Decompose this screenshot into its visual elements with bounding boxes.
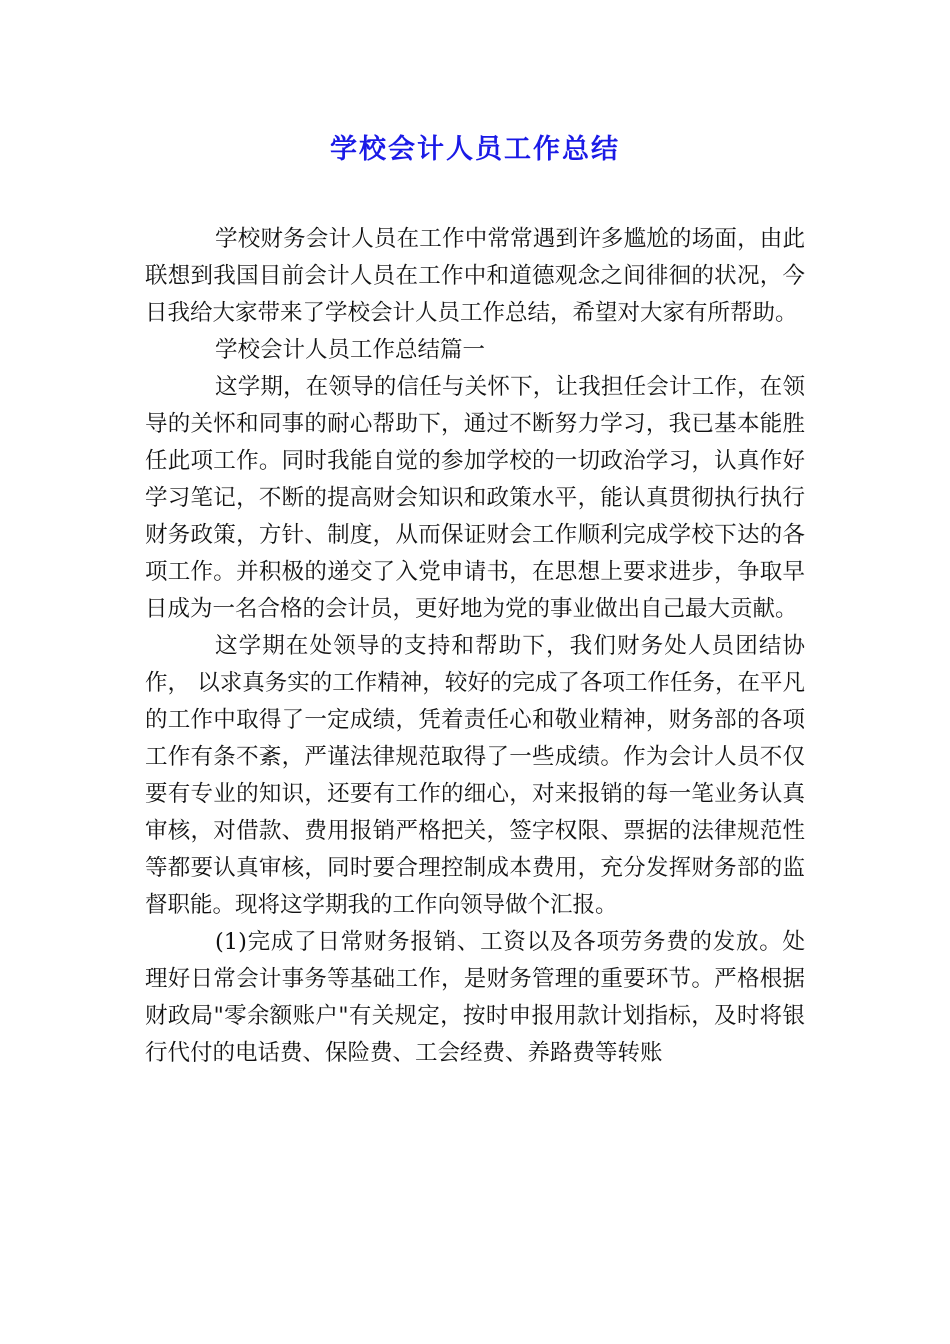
paragraph-3: (1)完成了日常财务报销、工资以及各项劳务费的发放。处理好日常会计事务等基础工作，是财务管理的重要环节。严格根据财政局"零余额账户"有关规定，按时申报用款计划指标，及时将银行代付的电话费、保险费、工会经费、养路费等转账 xyxy=(145,929,805,1066)
document-body xyxy=(145,221,805,1072)
paragraph-intro: 学校财务会计人员在工作中常常遇到许多尴尬的场面，由此联想到我国目前会计人员在工作中和道德观念之间徘徊的状况，今日我给大家带来了学校会计人员工作总结，希望对大家有所帮助。 xyxy=(145,226,805,326)
paragraph-1: 这学期，在领导的信任与关怀下，让我担任会计工作，在领导的关怀和同事的耐心帮助下，通过不断努力学习，我已基本能胜任此项工作。同时我能自觉的参加学校的一切政治学习，认真作好学习笔记，不断的提高财会知识和政策水平，能认真贯彻执行执行财务政策，方针、制度，从而保证财会工作顺利完成学校下达的各项工作。并积极的递交了入党申请书，在思想上要求进步，争取早日成为一名合格的会计员，更好地为党的事业做出自己最大贡献。 xyxy=(145,374,805,622)
document-title: 学校会计人员工作总结 xyxy=(330,134,620,165)
paragraph-2: 这学期在处领导的支持和帮助下，我们财务处人员团结协作， 以求真务实的工作精神，较好的完成了各项工作任务，在平凡的工作中取得了一定成绩，凭着责任心和敬业精神，财务部的各项工作有条不紊，严谨法律规范取得了一些成绩。作为会计人员不仅要有专业的知识，还要有工作的细心，对来报销的每一笔业务认真审核，对借款、费用报销严格把关，签字权限、票据的法律规范性等都要认真审核，同时要合理控制成本费用，充分发挥财务部的监督职能。现将这学期我的工作向领导做个汇报。 xyxy=(145,633,805,918)
section-heading: 学校会计人员工作总结篇一 xyxy=(215,337,486,363)
